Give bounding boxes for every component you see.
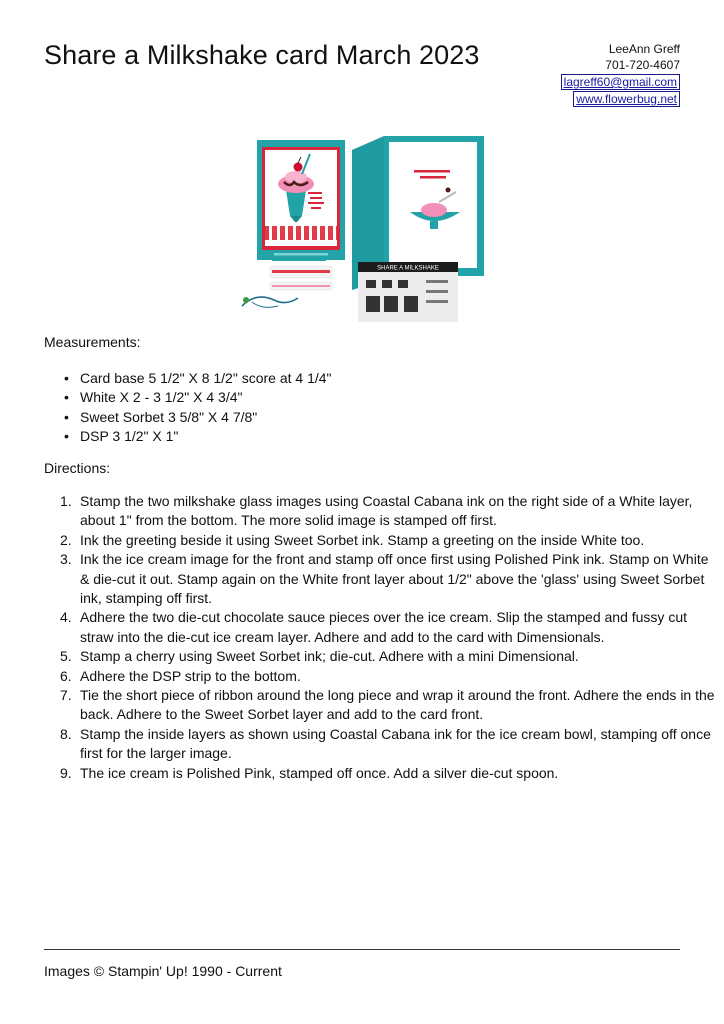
list-item: 1. Stamp the two milkshake glass images using Coastal Cabana ink on the right side of a White layer, about 1" from the bottom. The more solid image is stamped off first. [60,493,693,529]
list-item: 8. Stamp the inside layers as shown using Coastal Cabana ink for the ice cream bowl, stamping off once first for the larger image. [60,725,711,762]
list-item: 7. Tie the short piece of ribbon around the long piece and wrap it around the front. Adhere the ends in the back. Adhere to the Sweet Sorbet layer and add to the card front. [60,687,715,723]
measurements-label: Measurements: [44,334,141,350]
footer-copyright: Images © Stampin' Up! 1990 - Current [44,963,282,979]
list-item: 3. Ink the ice cream image for the front and stamp off once first using Polished Pink ink. Stamp on White & die-cut it out. Stamp again on the White front layer about 1/2" above the 'glass' using Sweet Sorbet ink, stamping off first. [60,551,709,607]
contact-phone: 701-720-4607 [605,58,680,72]
list-item: • White X 2 - 3 1/2" X 4 3/4" [80,388,332,407]
dsp-strip [265,226,337,240]
list-item: • Sweet Sorbet 3 5/8" X 4 7/8" [80,408,332,427]
measurements-list [44,369,332,446]
stamp-set [358,262,458,322]
list-item: 2. Ink the greeting beside it using Sweet Sorbet ink. Stamp a greeting on the inside White too. [60,531,645,548]
contact-email-link[interactable]: lagreff60@gmail.com [561,74,680,90]
front-card [257,140,345,260]
directions-label: Directions: [44,460,111,476]
contact-block [561,41,680,107]
card-photo [234,130,492,326]
footer-divider [44,949,680,950]
contact-website-link[interactable]: www.flowerbug.net [573,91,680,107]
stamp-set-label: SHARE A MILKSHAKE [377,265,439,272]
list-item: 4. Adhere the two die-cut chocolate sauce pieces over the ice cream. Slip the stamped and fussy cut straw into the die-cut ice cream layer. Adhere and add to the card with Dimensionals. [60,609,687,645]
list-item: • DSP 3 1/2" X 1" [80,427,332,446]
cherry [294,163,303,172]
list-item: • Card base 5 1/2" X 8 1/2" score at 4 1/4" [80,369,332,388]
page-title: Share a Milkshake card March 2023 [44,40,480,70]
contact-name: LeeAnn Greff [608,42,680,56]
list-item: 5. Stamp a cherry using Sweet Sorbet ink; die-cut. Adhere with a mini Dimensional. [60,648,579,665]
directions-list [44,492,720,783]
list-item: 6. Adhere the DSP strip to the bottom. [60,667,301,684]
list-item: 9. The ice cream is Polished Pink, stamped off once. Add a silver die-cut spoon. [60,764,559,781]
